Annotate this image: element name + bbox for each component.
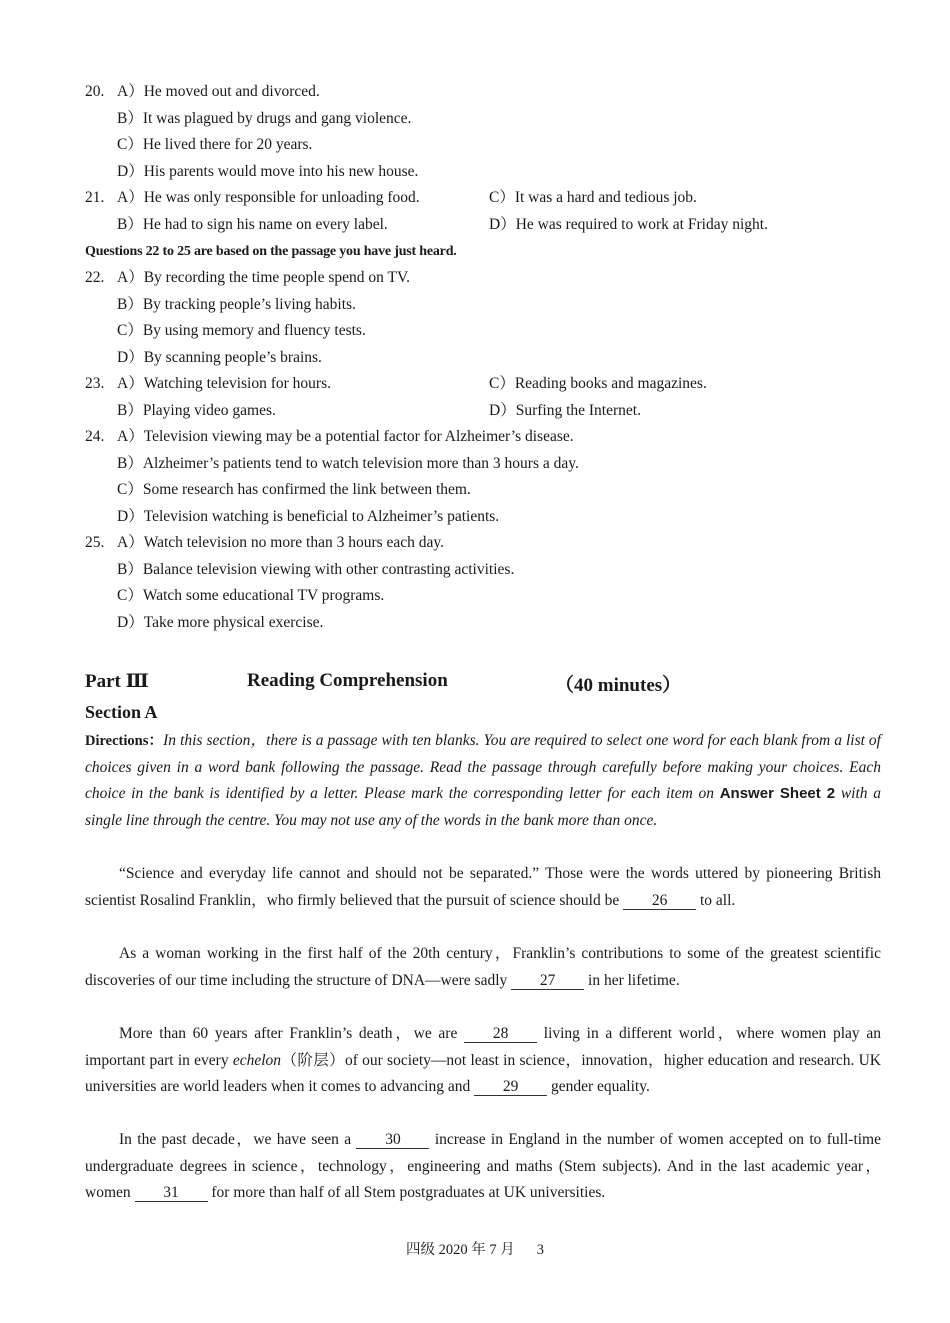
directions-label: Directions： xyxy=(85,733,164,749)
passage-paragraph-4: In the past decade，we have seen a 30 increase in England in the number of women accepted on to full-time undergraduate degrees in science，technology，engineering and maths (Stem subjects). And in the last academic year，women 31 for more than half of all Stem postgraduates at UK universities. xyxy=(85,1131,881,1202)
echelon-term: echelon xyxy=(232,1051,282,1069)
option-c: C）Reading books and magazines. xyxy=(489,375,707,392)
option-a: A）He moved out and divorced. xyxy=(117,83,320,100)
question-number: 20. xyxy=(85,83,105,100)
option-a: A）By recording the time people spend on TV. xyxy=(117,269,411,286)
option-b: B）Playing video games. xyxy=(117,401,276,419)
blank-31[interactable]: 31 xyxy=(135,1184,208,1202)
question-number: 25. xyxy=(85,534,105,551)
question-number: 24. xyxy=(85,428,105,445)
section-title: Section A xyxy=(85,702,158,722)
blank-28[interactable]: 28 xyxy=(464,1025,537,1043)
part-title: Reading Comprehension xyxy=(247,670,448,691)
option-c: C）It was a hard and tedious job. xyxy=(489,189,697,206)
option-a: A）Television viewing may be a potential factor for Alzheimer’s disease. xyxy=(117,428,574,445)
option-a: A）Watch television no more than 3 hours each day. xyxy=(117,534,445,551)
question-number: 21. xyxy=(85,189,105,206)
option-a: A）He was only responsible for unloading food. xyxy=(117,189,420,206)
passage-note: Questions 22 to 25 are based on the passage you have just heard. xyxy=(85,244,457,259)
page-footer xyxy=(0,1238,950,1259)
option-d: D）He was required to work at Friday night. xyxy=(489,215,768,233)
blank-30[interactable]: 30 xyxy=(356,1131,429,1149)
passage-paragraph-3: More than 60 years after Franklin’s death，we are 28 living in a different world，where women play an important part in every echelon（阶层）of our society—not least in science，innovation，higher education and research. UK universities are world leaders when it comes to advancing and 29 gender equality. xyxy=(85,1025,881,1096)
option-a: A）Watching television for hours. xyxy=(117,375,331,392)
passage-paragraph-1: “Science and everyday life cannot and should not be separated.” Those were the words uttered by pioneering British scientist Rosalind Franklin，who firmly believed that the pursuit of science should be 26 to all. xyxy=(85,865,881,909)
option-b: B）He had to sign his name on every label. xyxy=(117,215,388,233)
passage-paragraph-2: As a woman working in the first half of the 20th century，Franklin’s contributions to some of the greatest scientific discoveries of our time including the structure of DNA—were sadly 27 in her lifetime. xyxy=(85,945,881,989)
page-number: 3 xyxy=(536,1242,544,1258)
answer-sheet-label: Answer Sheet 2 xyxy=(719,785,836,803)
part-label: Part Ⅲ xyxy=(85,671,149,692)
option-d: D）Surfing the Internet. xyxy=(489,401,641,419)
question-number: 23. xyxy=(85,375,105,392)
blank-29[interactable]: 29 xyxy=(474,1078,547,1096)
question-number: 22. xyxy=(85,269,105,286)
blank-27[interactable]: 27 xyxy=(511,972,584,990)
blank-26[interactable]: 26 xyxy=(623,892,696,910)
directions: Directions：In this section，there is a passage with ten blanks. You are required to select one word for each blank from a list of choices given in a word bank following the passage. Read the passage through carefully before making your choices. Each choice in the bank is identified by a letter. Please mark the corresponding letter for each item on Answer Sheet 2 with a single line through the centre. You may not use any of the words in the bank more than once. xyxy=(85,732,881,829)
part-time: （40 minutes） xyxy=(555,675,682,696)
chinese-gloss: （阶层） xyxy=(281,1051,345,1069)
exam-label: 四级 2020 年 7 月 xyxy=(406,1242,515,1258)
